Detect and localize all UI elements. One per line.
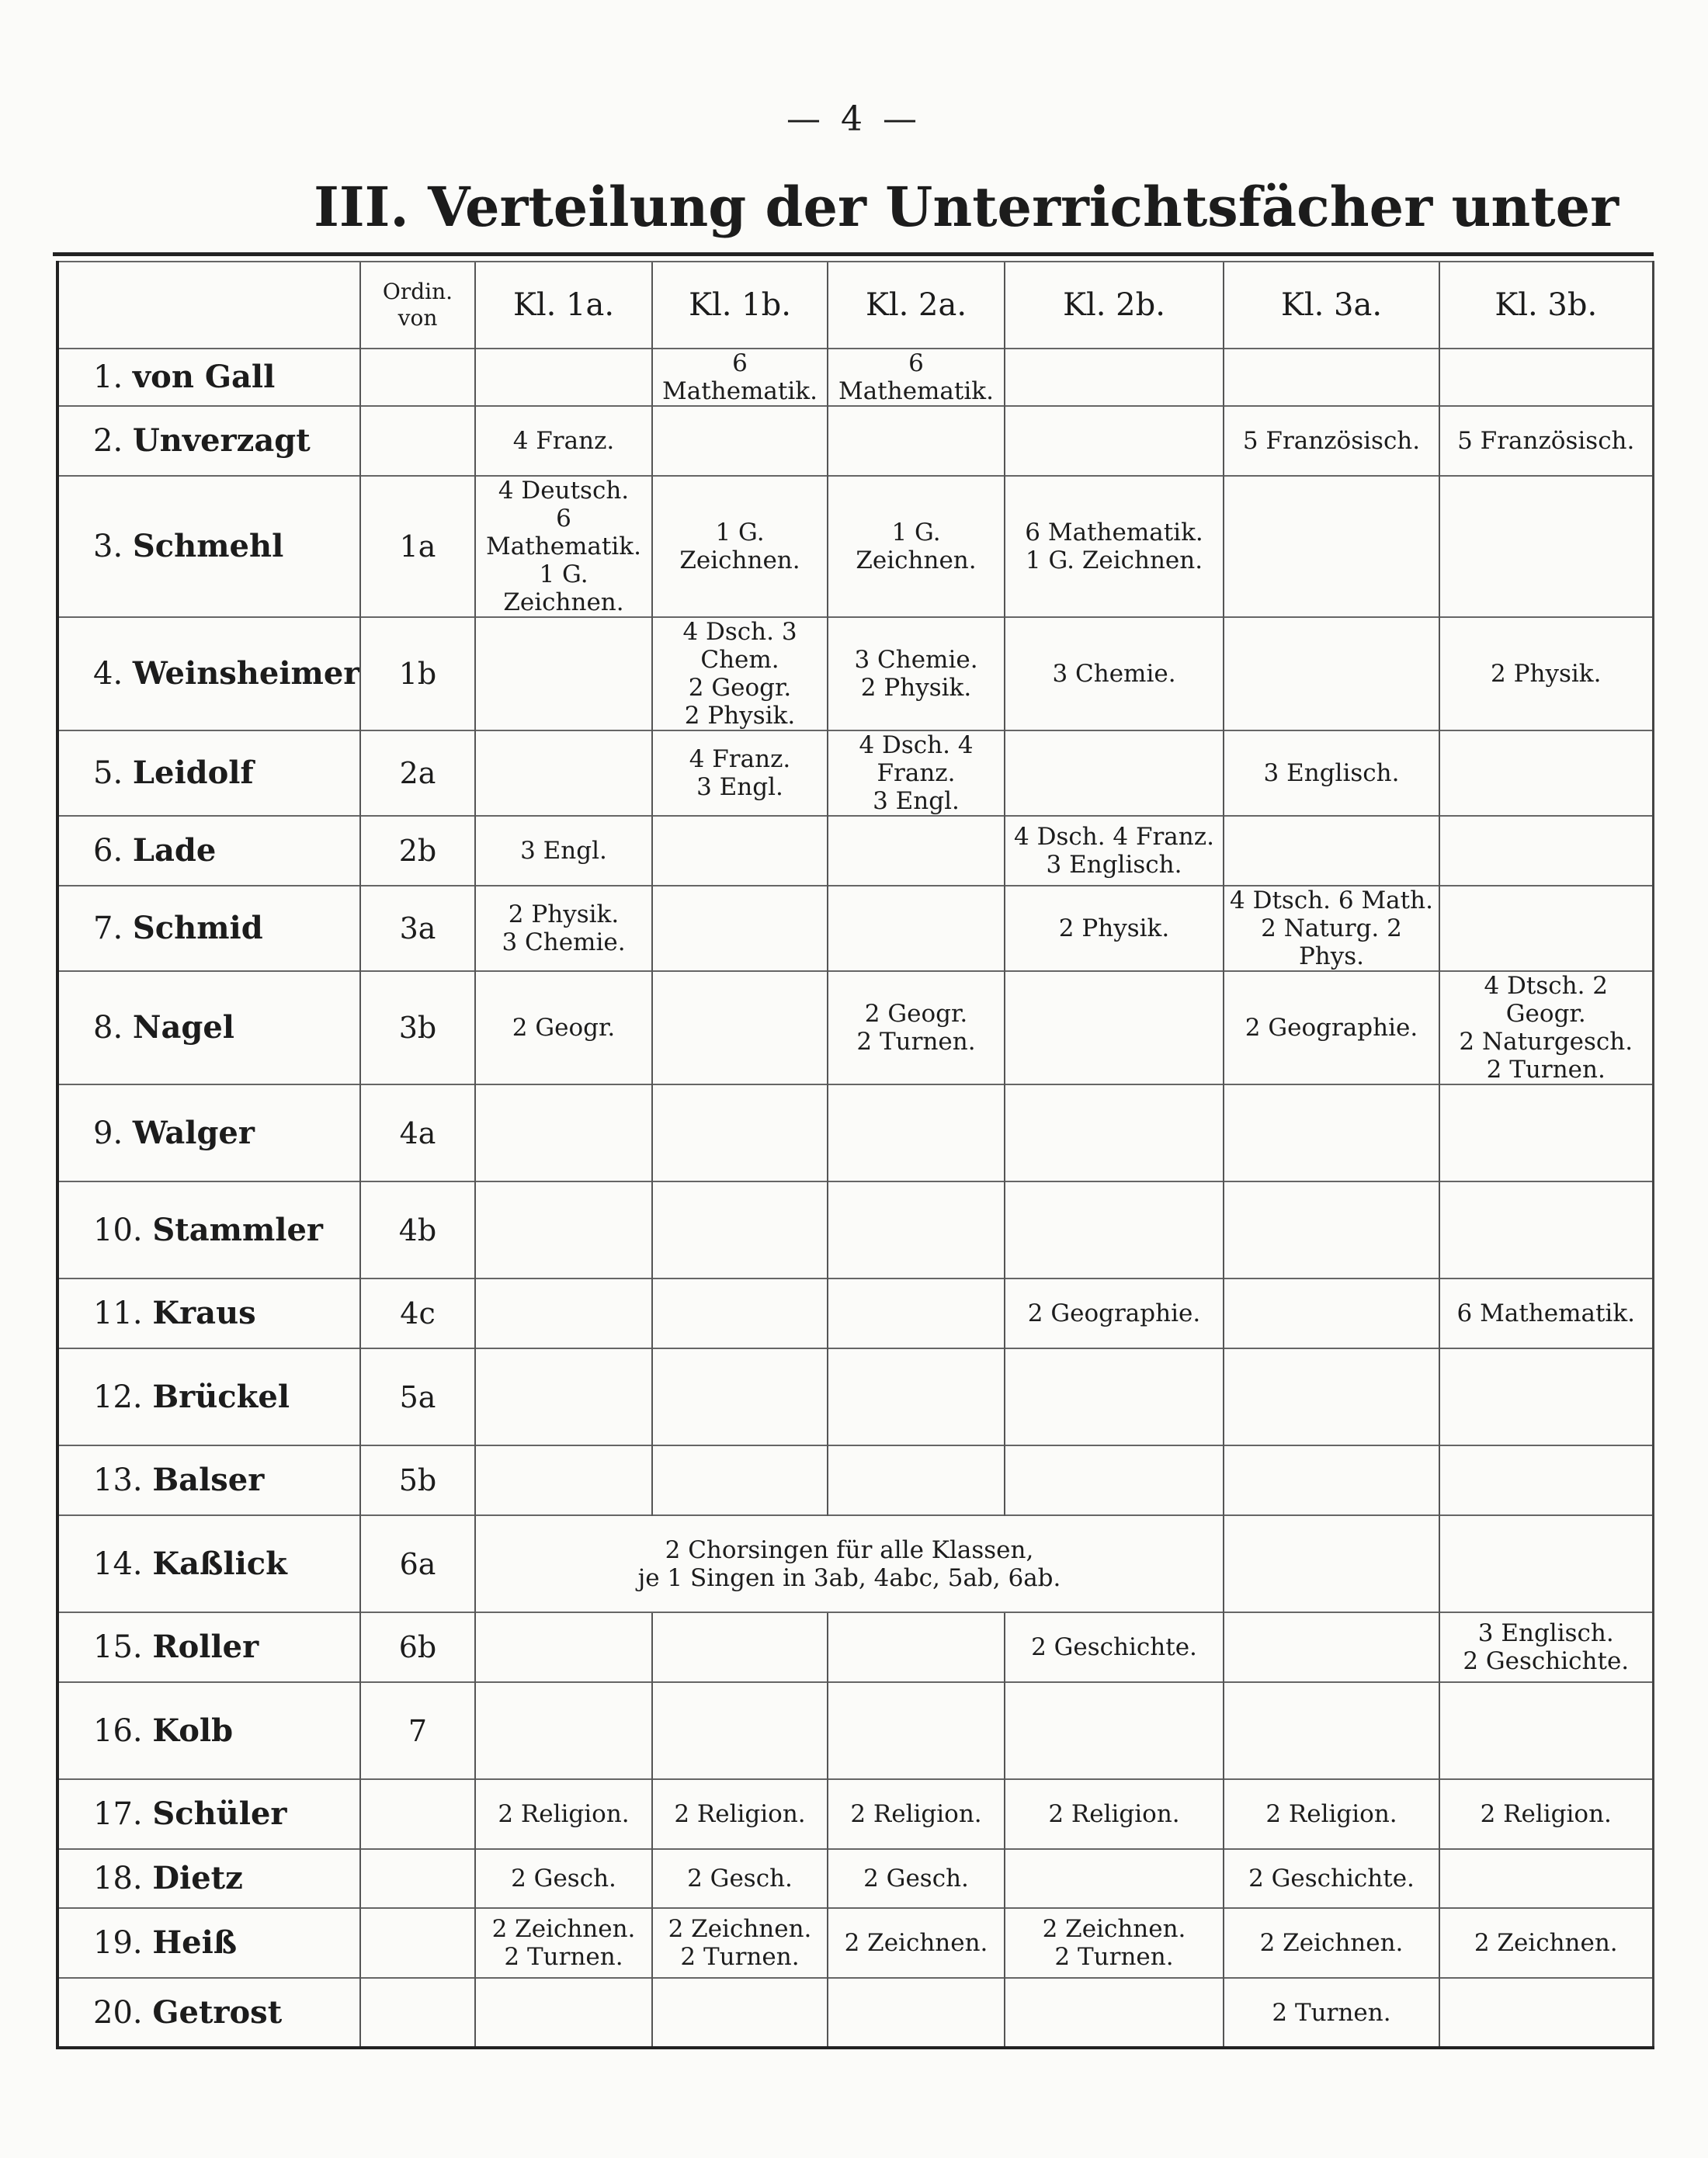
table-row: [57, 1612, 1653, 1682]
class-cell-3a: [1224, 1978, 1439, 2048]
class-cell-1a: [475, 1849, 652, 1908]
teacher-cell: [57, 971, 360, 1084]
table-row: [57, 886, 1653, 971]
teacher-number: 9.: [93, 1115, 123, 1151]
class-cell-1a: [475, 1779, 652, 1849]
class-cell-2a: [828, 1978, 1005, 2048]
teacher-number: 5.: [93, 755, 123, 791]
subject-line: 2 Naturgesch.: [1459, 1028, 1633, 1056]
teacher-name: Heiß: [152, 1924, 238, 1961]
top-rule: [53, 252, 1654, 256]
class-cell-3a: [1224, 1779, 1439, 1849]
teacher-name: Unverzagt: [132, 422, 311, 459]
subject-line: 3 Englisch.: [1263, 759, 1400, 787]
teacher-cell: [57, 1181, 360, 1278]
subject-line: 2 Gesch.: [687, 1865, 793, 1893]
class-cell-2b: [1005, 476, 1224, 617]
class-cell-2b: [1005, 1278, 1224, 1348]
class-cell-1a: [475, 476, 652, 617]
class-cell-1a: [475, 617, 652, 730]
teacher-name: Kraus: [152, 1295, 256, 1331]
class-cell-3b: [1439, 1978, 1653, 2048]
class-cell-1b: [652, 730, 828, 816]
teacher-name: Walger: [132, 1114, 255, 1151]
class-cell-2a: [828, 1181, 1005, 1278]
ordinarius-cell: 2b: [360, 816, 475, 886]
class-cell-2b: [1005, 1445, 1224, 1515]
class-cell-2b: [1005, 349, 1224, 406]
class-cell-1b: [652, 1181, 828, 1278]
teacher-cell: [57, 816, 360, 886]
teacher-cell: [57, 1779, 360, 1849]
class-cell-1a: [475, 1348, 652, 1445]
teacher-number: 20.: [93, 1994, 143, 2031]
subject-line: 2 Geographie.: [1027, 1299, 1201, 1327]
subject-line: 6 Mathematik.: [486, 505, 641, 560]
class-cell-1b: [652, 1348, 828, 1445]
ordinarius-cell: [360, 1849, 475, 1908]
teacher-name: Nagel: [132, 1009, 234, 1046]
class-cell-2b: [1005, 1348, 1224, 1445]
class-cell-1b: [652, 1682, 828, 1779]
class-cell-1b: [652, 1849, 828, 1908]
ordinarius-cell: 5a: [360, 1348, 475, 1445]
class-cell-1b: [652, 1908, 828, 1978]
teacher-cell: [57, 1849, 360, 1908]
class-cell-3b: [1439, 1348, 1653, 1445]
ordinarius-cell: 6a: [360, 1515, 475, 1612]
class-cell-2a: [828, 816, 1005, 886]
table-row: [57, 1908, 1653, 1978]
table-row: [57, 1181, 1653, 1278]
subject-line: 2 Geogr.: [512, 1014, 616, 1042]
class-cell-1a: [475, 1278, 652, 1348]
class-cell-2a: [828, 730, 1005, 816]
teacher-number: 17.: [93, 1796, 143, 1832]
ordinarius-cell: 4c: [360, 1278, 475, 1348]
class-cell-2a: [828, 349, 1005, 406]
ordinarius-cell: 1b: [360, 617, 475, 730]
header-class-1b: Kl. 1b.: [652, 262, 828, 349]
teacher-name: Schüler: [152, 1795, 287, 1832]
class-cell-3a: [1224, 1348, 1439, 1445]
class-cell-2a: [828, 1612, 1005, 1682]
subject-line: 2 Physik.: [508, 900, 620, 928]
class-cell-3a: [1224, 406, 1439, 476]
ordinarius-cell: 3a: [360, 886, 475, 971]
subject-line: 2 Religion.: [498, 1800, 630, 1828]
subject-line: 2 Geschichte.: [1248, 1865, 1415, 1893]
subject-line: 2 Religion.: [1265, 1800, 1397, 1828]
class-cell-2b: [1005, 406, 1224, 476]
subject-line: 2 Zeichnen.: [1259, 1929, 1404, 1957]
class-cell-2a: [828, 1348, 1005, 1445]
teacher-cell: [57, 1978, 360, 2048]
teacher-number: 6.: [93, 833, 123, 869]
class-cell-1a: [475, 349, 652, 406]
subject-line: 3 Chemie.: [502, 928, 626, 956]
teacher-number: 4.: [93, 656, 123, 692]
subject-line: 2 Chorsingen für alle Klassen,: [665, 1535, 1034, 1564]
subject-line: 6 Mathematik.: [1025, 519, 1203, 546]
class-cell-1a: [475, 1978, 652, 2048]
page-number: — 4 —: [786, 99, 922, 139]
class-cell-3a: [1224, 1849, 1439, 1908]
teacher-cell: [57, 1084, 360, 1181]
teacher-number: 8.: [93, 1010, 123, 1046]
teacher-cell: [57, 1515, 360, 1612]
class-cell-3a: [1224, 1612, 1439, 1682]
subject-line: 2 Turnen.: [1054, 1943, 1174, 1971]
class-cell-1b: [652, 1084, 828, 1181]
class-cell-2b: [1005, 730, 1224, 816]
class-cell-2a: [828, 886, 1005, 971]
teacher-name: Schmehl: [132, 528, 284, 564]
table-row: [57, 816, 1653, 886]
class-cell-2a: [828, 1908, 1005, 1978]
class-cell-1a: [475, 730, 652, 816]
class-cell-3a: [1224, 730, 1439, 816]
subject-line: 2 Zeichnen.: [1042, 1915, 1186, 1943]
subject-line: 1 G. Zeichnen.: [1025, 546, 1203, 574]
subject-line: 1 G. Zeichnen.: [679, 519, 800, 574]
subject-line: 1 G. Zeichnen.: [503, 560, 624, 616]
class-cell-1a: [475, 406, 652, 476]
subject-line: 6 Mathematik.: [1456, 1299, 1635, 1327]
subject-line: 4 Dsch. 4 Franz.: [859, 731, 974, 787]
table-row: [57, 1978, 1653, 2048]
class-cell-3a: [1224, 349, 1439, 406]
class-cell-3b: [1439, 816, 1653, 886]
teacher-name: Schmid: [132, 910, 263, 946]
teacher-number: 13.: [93, 1462, 143, 1498]
header-class-1a: Kl. 1a.: [475, 262, 652, 349]
ordinarius-cell: 1a: [360, 476, 475, 617]
class-cell-2b: [1005, 971, 1224, 1084]
class-cell-3a: [1224, 816, 1439, 886]
teacher-name: Kaßlick: [152, 1545, 287, 1582]
class-cell-3a: [1224, 1682, 1439, 1779]
subject-line: 1 G. Zeichnen.: [856, 519, 977, 574]
header-class-3b: Kl. 3b.: [1439, 262, 1653, 349]
teacher-cell: [57, 1612, 360, 1682]
subject-line: 6 Mathematik.: [838, 349, 994, 405]
teacher-cell: [57, 886, 360, 971]
subject-line: 4 Franz.: [689, 745, 791, 773]
subject-line: 2 Zeichnen.: [668, 1915, 812, 1943]
header-class-2a: Kl. 2a.: [828, 262, 1005, 349]
teacher-number: 18.: [93, 1861, 143, 1896]
teacher-cell: [57, 349, 360, 406]
subject-line: 2 Turnen.: [504, 1943, 623, 1971]
class-cell-1b: [652, 349, 828, 406]
class-cell-2a: [828, 1445, 1005, 1515]
class-cell-3a: [1224, 476, 1439, 617]
subject-line: 2 Geschichte.: [1031, 1633, 1197, 1661]
subject-line: 2 Gesch.: [511, 1865, 616, 1893]
teacher-subject-table: [56, 261, 1654, 2049]
teacher-name: Leidolf: [132, 755, 254, 791]
subject-line: 2 Zeichnen.: [491, 1915, 636, 1943]
class-cell-3b: [1439, 617, 1653, 730]
teacher-name: Brückel: [152, 1378, 290, 1415]
class-cell-2b: [1005, 1908, 1224, 1978]
table-row: [57, 349, 1653, 406]
subject-line: 2 Turnen.: [1486, 1056, 1606, 1084]
teacher-number: 2.: [93, 423, 123, 459]
teacher-number: 19.: [93, 1925, 143, 1961]
ordinarius-cell: [360, 1779, 475, 1849]
ordinarius-cell: 2a: [360, 730, 475, 816]
subject-line: 2 Geogr.: [688, 674, 792, 702]
ordinarius-cell: 3b: [360, 971, 475, 1084]
class-cell-3b: [1439, 406, 1653, 476]
header-ordin-line1: Ordin.: [382, 279, 453, 304]
subject-line: 2 Zeichnen.: [844, 1929, 988, 1957]
subject-line: 3 Engl.: [873, 787, 960, 815]
teacher-number: 3.: [93, 529, 123, 564]
class-cell-1b: [652, 816, 828, 886]
class-cell-2b: [1005, 1181, 1224, 1278]
teacher-name: Balser: [152, 1462, 265, 1498]
class-cell-1a: [475, 971, 652, 1084]
ordinarius-cell: [360, 349, 475, 406]
teacher-cell: [57, 1278, 360, 1348]
teacher-number: 16.: [93, 1712, 143, 1749]
table-row: [57, 1084, 1653, 1181]
subject-line: 4 Dtsch. 2 Geogr.: [1484, 972, 1609, 1028]
class-cell-2b: [1005, 816, 1224, 886]
teacher-cell: [57, 406, 360, 476]
ordinarius-cell: 4b: [360, 1181, 475, 1278]
class-cell-1a: [475, 816, 652, 886]
class-cell-2b: [1005, 1612, 1224, 1682]
teacher-cell: [57, 730, 360, 816]
subject-line: 2 Religion.: [674, 1800, 806, 1828]
subject-line: 2 Gesch.: [863, 1865, 969, 1893]
subject-line: 3 Chemie.: [1052, 660, 1176, 688]
class-cell-2a: [828, 617, 1005, 730]
teacher-name: Roller: [152, 1629, 259, 1665]
table-row: [57, 1515, 1653, 1612]
class-cell-1b: [652, 617, 828, 730]
table-row: [57, 1445, 1653, 1515]
ordinarius-cell: 6b: [360, 1612, 475, 1682]
subject-line: 2 Turnen.: [856, 1028, 976, 1056]
subject-line: 2 Physik.: [1491, 660, 1602, 688]
header-row: [57, 262, 1653, 349]
subject-line: 2 Geographie.: [1245, 1014, 1418, 1042]
class-cell-3a: [1224, 617, 1439, 730]
class-cell-2a: [828, 971, 1005, 1084]
class-cell-2b: [1005, 1978, 1224, 2048]
class-cell-1b: [652, 476, 828, 617]
teacher-cell: [57, 1682, 360, 1779]
teacher-cell: [57, 1908, 360, 1978]
table-row: [57, 406, 1653, 476]
class-cell-2a: [828, 406, 1005, 476]
class-cell-1a: [475, 886, 652, 971]
choir-span-cell: [475, 1515, 1224, 1612]
subject-line: 5 Französisch.: [1242, 427, 1421, 455]
ordinarius-cell: [360, 1978, 475, 2048]
class-cell-1b: [652, 1278, 828, 1348]
class-cell-3a: [1224, 886, 1439, 971]
class-cell-3b: [1439, 1445, 1653, 1515]
class-cell-2b: [1005, 1849, 1224, 1908]
class-cell-1b: [652, 1445, 828, 1515]
subject-line: 2 Geschichte.: [1463, 1647, 1630, 1675]
section-title: III. Verteilung der Unterrichtsfächer unter: [314, 175, 1619, 239]
class-cell-2b: [1005, 617, 1224, 730]
teacher-cell: [57, 476, 360, 617]
header-ordin: [360, 262, 475, 349]
class-cell-1b: [652, 886, 828, 971]
teacher-number: 10.: [93, 1212, 143, 1248]
class-cell-2b: [1005, 886, 1224, 971]
class-cell-2a: [828, 1849, 1005, 1908]
teacher-cell: [57, 1348, 360, 1445]
subject-line: 5 Französisch.: [1457, 427, 1635, 455]
subject-line: 4 Dsch. 4 Franz.: [1014, 823, 1214, 851]
subject-line: 2 Religion.: [1480, 1800, 1612, 1828]
class-cell-3b: [1439, 1849, 1653, 1908]
teacher-name: Weinsheimer: [132, 655, 360, 692]
header-name-column: [57, 262, 360, 349]
class-cell-3a: [1224, 1278, 1439, 1348]
class-cell-3b: [1439, 1682, 1653, 1779]
subject-line: 4 Franz.: [512, 427, 615, 455]
teacher-number: 12.: [93, 1379, 143, 1415]
teacher-number: 1.: [93, 359, 123, 395]
table-row: [57, 1849, 1653, 1908]
class-cell-2b: [1005, 1779, 1224, 1849]
subject-line: 3 Engl.: [696, 773, 783, 801]
class-cell-2a: [828, 1682, 1005, 1779]
class-cell-1b: [652, 1779, 828, 1849]
subject-line: 4 Deutsch.: [498, 477, 630, 505]
class-cell-2b: [1005, 1682, 1224, 1779]
teacher-name: von Gall: [132, 359, 276, 395]
class-cell-1a: [475, 1181, 652, 1278]
header-class-2b: Kl. 2b.: [1005, 262, 1224, 349]
table-row: [57, 1779, 1653, 1849]
class-cell-1a: [475, 1445, 652, 1515]
class-cell-2b: [1005, 1084, 1224, 1181]
subject-line: 2 Religion.: [850, 1800, 982, 1828]
subject-line: 3 Englisch.: [1477, 1619, 1614, 1647]
header-ordin-line2: von: [397, 305, 438, 331]
class-cell-3a: [1224, 1908, 1439, 1978]
subject-line: 2 Turnen.: [680, 1943, 800, 1971]
teacher-number: 7.: [93, 911, 123, 946]
subject-line: 2 Religion.: [1048, 1800, 1180, 1828]
table-row: [57, 1278, 1653, 1348]
class-cell-3a: [1224, 1445, 1439, 1515]
teacher-cell: [57, 1445, 360, 1515]
teacher-number: 15.: [93, 1629, 143, 1665]
class-cell-3a: [1224, 1084, 1439, 1181]
class-cell-3b: [1439, 1181, 1653, 1278]
class-cell-3b: [1439, 1612, 1653, 1682]
class-cell-3b: [1439, 1278, 1653, 1348]
class-cell-3b: [1439, 730, 1653, 816]
class-cell-3b: [1439, 476, 1653, 617]
teacher-name: Getrost: [152, 1993, 283, 2031]
header-class-3a: Kl. 3a.: [1224, 262, 1439, 349]
class-cell-3a: [1224, 1515, 1439, 1612]
teacher-number: 14.: [93, 1546, 143, 1582]
table-body: [57, 349, 1653, 2048]
class-cell-1a: [475, 1682, 652, 1779]
class-cell-3b: [1439, 1779, 1653, 1849]
teacher-name: Dietz: [152, 1860, 243, 1896]
class-cell-2a: [828, 1278, 1005, 1348]
table-row: [57, 1348, 1653, 1445]
subject-line: 4 Dsch. 3 Chem.: [682, 618, 797, 674]
subject-line: 3 Englisch.: [1046, 851, 1182, 879]
class-cell-1b: [652, 406, 828, 476]
subject-line: je 1 Singen in 3ab, 4abc, 5ab, 6ab.: [637, 1563, 1061, 1592]
table-row: [57, 476, 1653, 617]
subject-line: 6 Mathematik.: [662, 349, 818, 405]
subject-line: 2 Zeichnen.: [1474, 1929, 1618, 1957]
teacher-cell: [57, 617, 360, 730]
ordinarius-cell: [360, 406, 475, 476]
table-row: [57, 617, 1653, 730]
class-cell-2a: [828, 476, 1005, 617]
table-row: [57, 730, 1653, 816]
subject-line: 2 Physik.: [860, 674, 972, 702]
subject-line: 2 Physik.: [1058, 914, 1170, 942]
class-cell-1a: [475, 1908, 652, 1978]
subject-line: 3 Engl.: [520, 837, 607, 865]
class-cell-3a: [1224, 1181, 1439, 1278]
subject-line: 2 Geogr.: [864, 1000, 968, 1028]
teacher-name: Stammler: [152, 1211, 323, 1248]
subject-line: 2 Physik.: [684, 702, 796, 730]
class-cell-1b: [652, 1978, 828, 2048]
class-cell-3b: [1439, 971, 1653, 1084]
class-cell-1b: [652, 971, 828, 1084]
teacher-name: Lade: [132, 832, 217, 869]
class-cell-2a: [828, 1084, 1005, 1181]
ordinarius-cell: [360, 1908, 475, 1978]
table-row: [57, 971, 1653, 1084]
class-cell-3b: [1439, 1515, 1653, 1612]
class-cell-1a: [475, 1612, 652, 1682]
ordinarius-cell: 7: [360, 1682, 475, 1779]
ordinarius-cell: 4a: [360, 1084, 475, 1181]
teacher-name: Kolb: [152, 1712, 234, 1749]
ordinarius-cell: 5b: [360, 1445, 475, 1515]
class-cell-3b: [1439, 1908, 1653, 1978]
subject-line: 2 Naturg. 2 Phys.: [1261, 914, 1402, 970]
subject-line: 2 Turnen.: [1272, 1998, 1391, 2027]
class-cell-3a: [1224, 971, 1439, 1084]
table-row: [57, 1682, 1653, 1779]
subject-line: 3 Chemie.: [854, 646, 978, 674]
class-cell-1a: [475, 1084, 652, 1181]
subject-line: 4 Dtsch. 6 Math.: [1230, 886, 1433, 914]
class-cell-3b: [1439, 349, 1653, 406]
class-cell-2a: [828, 1779, 1005, 1849]
class-cell-3b: [1439, 1084, 1653, 1181]
class-cell-1b: [652, 1612, 828, 1682]
class-cell-3b: [1439, 886, 1653, 971]
teacher-number: 11.: [93, 1296, 143, 1331]
